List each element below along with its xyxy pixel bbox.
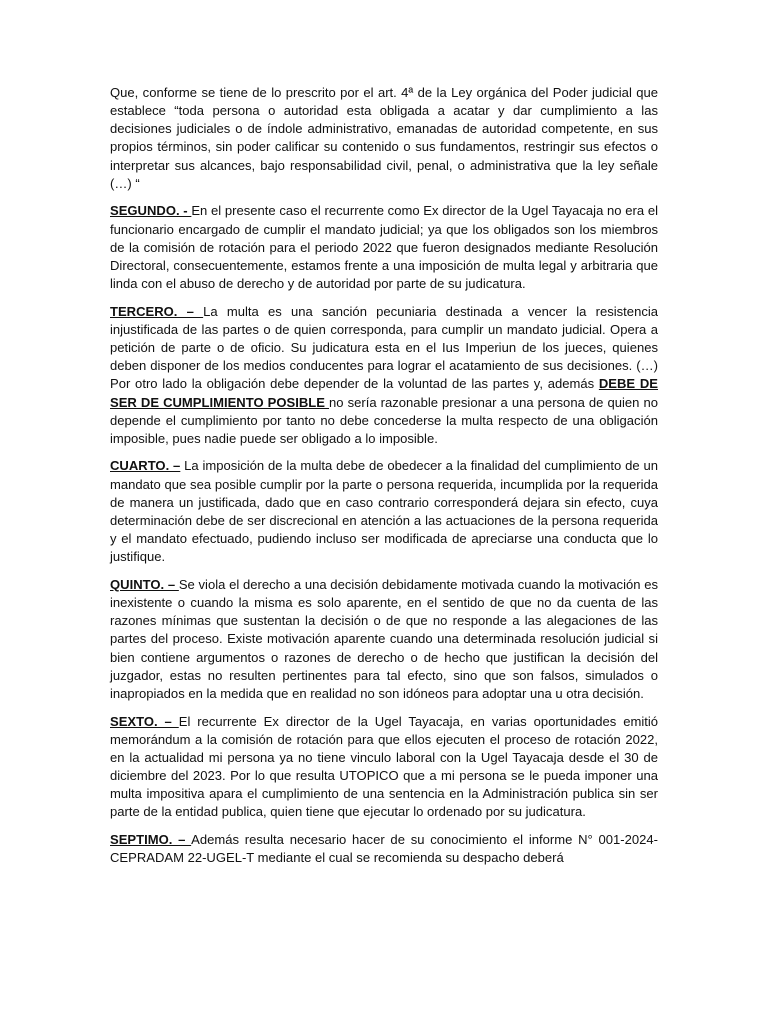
- tercero-heading: TERCERO. –: [110, 303, 204, 319]
- segundo-heading: SEGUNDO. -: [110, 203, 192, 219]
- septimo-text: Además resulta necesario hacer de su conocimiento el informe N° 001-2024-CEPRADAM 22-UGEL-T mediante el cual se recomienda su despacho deberá: [110, 831, 658, 866]
- segundo-paragraph: [110, 202, 658, 293]
- tercero-text-part-2: no sería razonable presionar a una persona de quien no depende el cumplimiento por tanto no debe concederse la multa respecto de una obligación imposible, pues nadie puede ser obligado a lo imposible.: [110, 394, 658, 446]
- tercero-paragraph: [110, 303, 658, 448]
- intro-paragraph: [110, 84, 658, 193]
- document-page: [110, 84, 658, 877]
- septimo-paragraph: [110, 831, 658, 867]
- tercero-text-part-1: La multa es una sanción pecuniaria destinada a vencer la resistencia injustificada de las partes o de quien corresponda, para cumplir un mandato judicial. Opera a petición de parte o de oficio. Su judicatura esta en el Ius Imperiun de los jueces, quienes deben disponer de los medios conducentes para lograr el acatamiento de sus decisiones. (…) Por otro lado la obligación debe depender de la voluntad de las partes y, además: [110, 303, 658, 392]
- septimo-heading: SEPTIMO. –: [110, 831, 192, 847]
- sexto-heading: SEXTO. –: [110, 713, 179, 729]
- quinto-paragraph: [110, 576, 658, 703]
- cuarto-paragraph: [110, 457, 658, 566]
- quinto-heading: QUINTO. –: [110, 576, 179, 592]
- segundo-text: En el presente caso el recurrente como Ex director de la Ugel Tayacaja no era el funcionario encargado de cumplir el mandato judicial; ya que los obligados son los miembros de la comisión de rotación para el periodo 2022 que fueron designados mediante Resolución Directoral, consecuentemente, estamos frente a una imposición de multa legal y arbitraria que linda con el abuso de derecho y de autoridad por parte de su judicatura.: [110, 203, 658, 292]
- cuarto-text: La imposición de la multa debe de obedecer a la finalidad del cumplimiento de un mandato que sea posible cumplir por la parte o persona requerida, incumplida por la requerida de manera un justificada, dado que en caso contrario corresponderá dejara sin efecto, cuya determinación debe de ser discrecional en atención a las actuaciones de la persona requerida y el mandato efectuado, pudiendo incluso ser modificada de apreciarse una conducta que lo justifique.: [110, 458, 659, 565]
- quinto-text: Se viola el derecho a una decisión debidamente motivada cuando la motivación es inexistente o cuando la misma es solo aparente, en el sentido de que no da cuenta de las razones mínimas que sustentan la decisión o de que no responde a las alegaciones de las partes del proceso. Existe motivación aparente cuando una determinada resolución judicial si bien contiene argumentos o razones de derecho o de hecho que justifican la decisión del juzgador, estas no resulten pertinentes para tal efecto, sino que son falsos, simulados o inapropiados en la medida que en realidad no son idóneos para adoptar una u otra decisión.: [110, 576, 658, 701]
- intro-text: Que, conforme se tiene de lo prescrito por el art. 4ª de la Ley orgánica del Poder judicial que establece “toda persona o autoridad esta obligada a acatar y dar cumplimiento a las decisiones judiciales o de índole administrativo, emanadas de autoridad competente, en sus propios términos, sin poder calificar su contenido o sus fundamentos, restringir sus efectos o interpretar sus alcances, bajo responsabilidad civil, penal, o administrativa que la ley señale (…) “: [110, 85, 658, 191]
- sexto-text: El recurrente Ex director de la Ugel Tayacaja, en varias oportunidades emitió memorándum a la comisión de rotación para que ellos ejecuten el proceso de rotación 2022, en la actualidad mi persona ya no tiene vinculo laboral con la Ugel Tayacaja desde el 30 de diciembre del 2023. Por lo que resulta UTOPICO que a mi persona se le pueda imponer una multa impositiva apara el cumplimiento de una sentencia en la Administración publica sin ser parte de la entidad publica, quien tiene que ejecutar lo ordenado por su judicatura.: [110, 713, 658, 820]
- cuarto-heading: CUARTO. –: [110, 458, 181, 474]
- sexto-paragraph: [110, 713, 658, 822]
- tercero-emphasis: DEBE DE SER DE CUMPLIMIENTO POSIBLE: [110, 376, 659, 410]
